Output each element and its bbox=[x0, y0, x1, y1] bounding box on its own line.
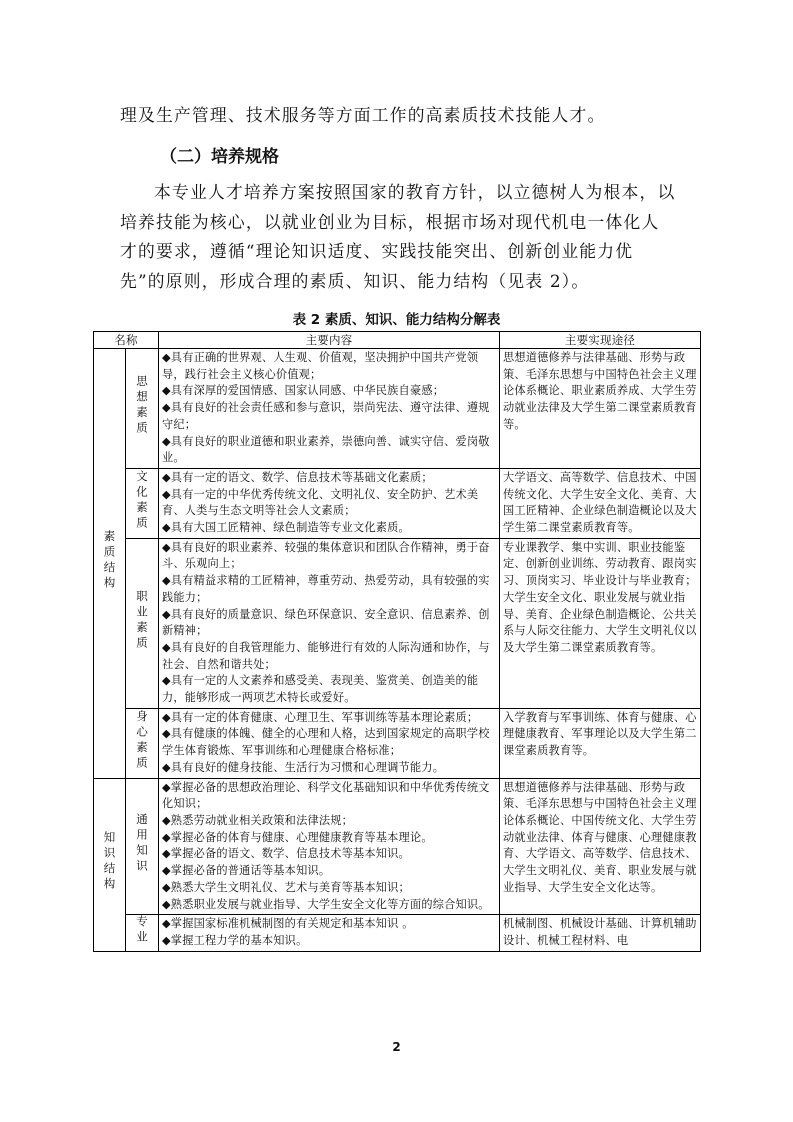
table-header-row bbox=[94, 332, 701, 349]
pathway-cell: 大学语文、高等数学、信息技术、中国传统文化、大学生安全文化、美育、大国工匠精神、企业绿色制造概论以及大学生第二课堂素质教育等。 bbox=[500, 468, 701, 538]
content-item: ◆具有精益求精的工匠精神，尊重劳动、热爱劳动，具有较强的实践能力； bbox=[162, 574, 490, 604]
sub-category-cell bbox=[126, 538, 159, 708]
pathway-cell: 专业课教学、集中实训、职业技能鉴定、创新创业训练、劳动教育、跟岗实习、顶岗实习、毕业设计与毕业教育；大学生安全文化、职业发展与就业指导、美育、企业绿色制造概论、公共关系与人际交往能力、大学生文明礼仪以及大学生第二课堂素质教育等。 bbox=[500, 538, 701, 708]
category-cell bbox=[94, 349, 126, 779]
content-cell bbox=[159, 468, 500, 538]
table-row bbox=[94, 349, 701, 469]
structure-table bbox=[93, 331, 701, 952]
sub-category-label: 文化素质 bbox=[135, 469, 149, 532]
category-cell bbox=[94, 778, 126, 951]
content-item: ◆具有一定的人文素养和感受美、表现美、鉴赏美、创造美的能力，能够形成一两项艺术特长或爱好。 bbox=[162, 674, 479, 705]
content-item: ◆具有良好的职业素养、较强的集体意识和团队合作精神，勇于奋斗、乐观向上； bbox=[162, 540, 490, 571]
content-cell bbox=[159, 708, 500, 778]
body-paragraph: 本专业人才培养方案按照国家的教育方针，以立德树人为根本，以培养技能为核心，以就业创业为目标，根据市场对现代机电一体化人才的要求，遵循“理论知识适度、实践技能突出、创新创业能力优先”的原则，形成合理的素质、知识、能力结构（见表 2）。 bbox=[120, 182, 676, 291]
table-row bbox=[94, 468, 701, 538]
table-row bbox=[94, 915, 701, 952]
content-item: ◆掌握必备的普通话等基本知识。 bbox=[162, 864, 331, 878]
content-item: ◆具有正确的世界观、人生观、价值观，坚决拥护中国共产党领导，践行社会主义核心价值观； bbox=[162, 351, 479, 381]
content-item: ◆掌握国家标准机械制图的有关规定和基本知识 。 bbox=[162, 917, 414, 931]
sub-category-label: 职业素质 bbox=[135, 589, 149, 652]
content-item: ◆具有深厚的爱国情感、国家认同感、中华民族自豪感； bbox=[162, 384, 445, 398]
content-item: ◆具有健康的体魄、健全的心理和人格，达到国家规定的高职学校学生体育锻炼、军事训练和心理健康合格标准； bbox=[162, 727, 490, 758]
sub-category-cell bbox=[126, 349, 159, 469]
table-caption: 表 2 素质、知识、能力结构分解表 bbox=[292, 312, 501, 328]
sub-category-cell bbox=[126, 778, 159, 915]
intro-line: 理及生产管理、技术服务等方面工作的高素质技术技能人才。 bbox=[120, 105, 606, 125]
page-number: 2 bbox=[392, 1040, 401, 1054]
content-cell bbox=[159, 538, 500, 708]
content-item: ◆熟悉劳动就业相关政策和法律法规； bbox=[162, 813, 354, 827]
pathway-cell: 机械制图、机械设计基础、计算机辅助设计、机械工程材料、电 bbox=[500, 915, 701, 952]
header-content: 主要内容 bbox=[159, 332, 500, 349]
content-item: ◆具有良好的社会责任感和参与意识，崇尚宪法、遵守法律、遵规守纪； bbox=[162, 401, 490, 431]
sub-category-label: 身心素质 bbox=[135, 709, 149, 772]
category-label: 素质结构 bbox=[102, 529, 117, 592]
sub-category-label: 思想素质 bbox=[135, 375, 149, 438]
content-item: ◆掌握工程力学的基本知识。 bbox=[162, 933, 308, 947]
content-item: ◆掌握必备的体育与健康、心理健康教育等基本理论。 bbox=[162, 830, 433, 844]
content-cell bbox=[159, 349, 500, 469]
pathway-cell: 入学教育与军事训练、体育与健康、心理健康教育、军事理论以及大学生第二课堂素质教育等。 bbox=[500, 708, 701, 778]
pathway-cell: 思想道德修养与法律基础、形势与政策、毛泽东思想与中国特色社会主义理论体系概论、中国传统文化、大学生劳动就业法律、体育与健康、心理健康教育、大学语文、高等数学、信息技术、大学生文明礼仪、美育、职业发展与就业指导、大学生安全文化达等。 bbox=[500, 778, 701, 915]
content-item: ◆具有良好的自我管理能力、能够进行有效的人际沟通和协作，与社会、自然和谐共处； bbox=[162, 640, 490, 671]
content-item: ◆具有良好的职业道德和职业素养，崇德向善、诚实守信、爱岗敬业。 bbox=[162, 434, 490, 465]
header-name: 名称 bbox=[94, 332, 159, 349]
content-item: ◆具有大国工匠精神、绿色制造等专业文化素质。 bbox=[162, 521, 410, 535]
table-row bbox=[94, 538, 701, 708]
content-item: ◆掌握必备的语文、数学、信息技术等基本知识。 bbox=[162, 847, 410, 861]
section-heading: （二）培养规格 bbox=[160, 147, 279, 167]
table-row bbox=[94, 708, 701, 778]
header-pathway: 主要实现途径 bbox=[500, 332, 701, 349]
table-row bbox=[94, 778, 701, 915]
category-label: 知识结构 bbox=[102, 831, 117, 894]
content-item: ◆具有良好的健身技能、生活行为习惯和心理调节能力。 bbox=[162, 760, 445, 774]
content-item: ◆掌握必备的思想政治理论、科学文化基础知识和中华优秀传统文化知识； bbox=[162, 780, 490, 811]
content-item: ◆熟悉大学生文明礼仪、艺术与美育等基本知识； bbox=[162, 880, 410, 894]
content-item: ◆熟悉职业发展与就业指导、大学生安全文化等方面的综合知识。 bbox=[162, 897, 490, 911]
content-cell bbox=[159, 915, 500, 952]
content-item: ◆具有一定的语文、数学、信息技术等基础文化素质； bbox=[162, 470, 433, 484]
sub-category-cell bbox=[126, 915, 159, 952]
content-cell bbox=[159, 778, 500, 915]
sub-category-label: 通用知识 bbox=[135, 813, 149, 876]
pathway-cell: 思想道德修养与法律基础、形势与政策、毛泽东思想与中国特色社会主义理论体系概论、职业素质养成、大学生劳动就业法律及大学生第二课堂素质教育等。 bbox=[500, 349, 701, 469]
content-item: ◆具有一定的中华优秀传统文化、文明礼仪、安全防护、艺术美育、人类与生态文明等社会人文素质； bbox=[162, 487, 479, 518]
content-item: ◆具有一定的体育健康、心理卫生、军事训练等基本理论素质； bbox=[162, 710, 479, 724]
sub-category-label: 专业 bbox=[135, 915, 149, 947]
sub-category-cell bbox=[126, 708, 159, 778]
sub-category-cell bbox=[126, 468, 159, 538]
content-item: ◆具有良好的质量意识、绿色环保意识、安全意识、信息素养、创新精神； bbox=[162, 607, 490, 638]
